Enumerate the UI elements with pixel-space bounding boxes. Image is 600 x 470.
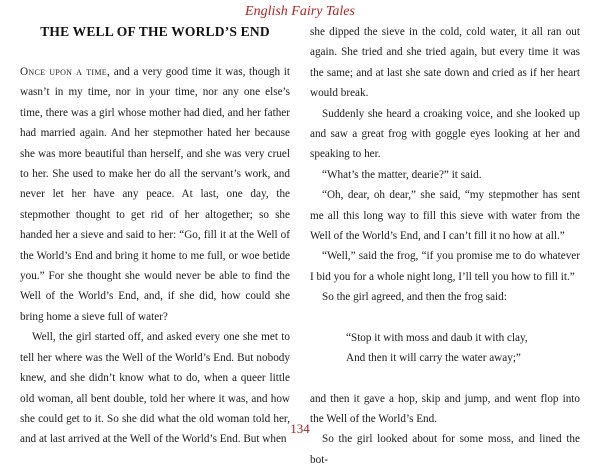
verse-line-1: “Stop it with moss and daub it with clay, (346, 331, 528, 344)
paragraph: “Well,” said the frog, “if you promise me to do whatever I bid you for a whole night long, I’ll tell you how to fill it.” (310, 250, 580, 283)
opening-small-caps: Once upon a time, (20, 66, 111, 78)
paragraph: Well, the girl started off, and asked every one she met to tell her where was the Well of the World’s End. But nobody knew, and she didn’t know what to do, when a queer little old woman, all bent double, told her where it was, and how she could get to it. So she did what the old woman told her, and at last arrived at the Well of the World’s End. But when (20, 331, 290, 446)
paragraph: “Oh, dear, oh dear,” she said, “my stepmother has sent me all this long way to fill this sieve with water from the Well of the World’s End, and I can’t fill it no how at all.” (310, 189, 580, 243)
paragraph: “What’s the matter, dearie?” it said. (322, 168, 482, 181)
verse-spacer-top (310, 308, 580, 328)
paragraph-text: and a very good time it was, though it wasn’t in my time, nor in your time, nor any one else’s time, there was a girl whose mother had died, and her father had married again. And her stepmother hated her because she was more beautiful than herself, and she was very cruel to her. She used to make her do all the servant’s work, and never let her have any peace. At last, one day, the stepmother thought to get rid of her altogether; so she handed her a sieve and said to her: “Go, fill it at the Well of the World’s End and bring it home to me full, or woe betide you.” For she thought she would never be able to find the Well of the World’s End, and, if she did, how could she bring home a sieve full of water? (20, 66, 290, 323)
paragraph: she dipped the sieve in the cold, cold water, it all ran out again. She tried and she tried again, but every time it was the same; and at last she sate down and cried as if her heart would break. (310, 26, 580, 100)
story-title: THE WELL OF THE WORLD’S END (40, 24, 270, 39)
paragraph: So the girl agreed, and then the frog said: (322, 291, 507, 304)
paragraph: and then it gave a hop, skip and jump, and went flop into the Well of the World’s End. (310, 392, 580, 425)
running-header: English Fairy Tales (245, 4, 355, 19)
verse-line-2: And then it will carry the water away;” (346, 352, 521, 365)
title-spacer (20, 42, 290, 62)
paragraph (20, 62, 290, 327)
verse (310, 328, 580, 369)
page-number: 134 (290, 421, 310, 436)
verse-spacer-bottom (310, 369, 580, 389)
right-column (310, 22, 580, 470)
left-column (20, 22, 290, 450)
paragraph: Suddenly she heard a croaking voice, and she looked up and saw a great frog with goggle eyes looking at her and speaking to her. (310, 107, 580, 161)
paragraph: So the girl looked about for some moss, and lined the bot- (310, 433, 580, 466)
